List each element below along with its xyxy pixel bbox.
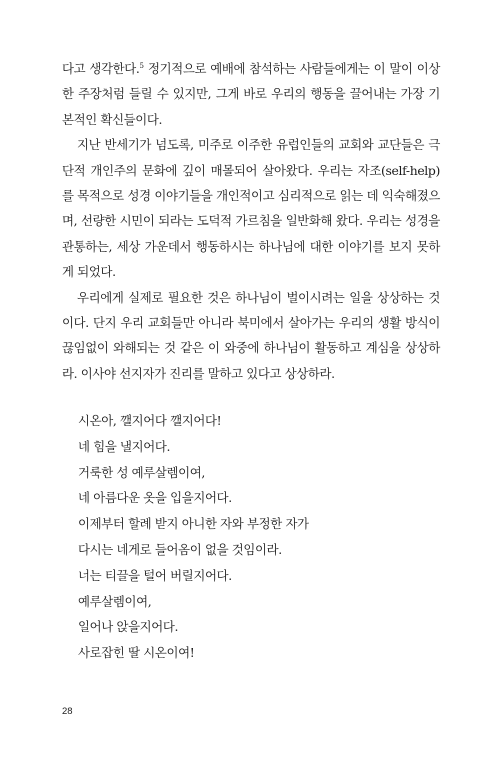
paragraph-3: 우리에게 실제로 필요한 것은 하나님이 벌이시려는 일을 상상하는 것이다. 단지 우리 교회들만 아니라 북미에서 살아가는 우리의 생활 방식이 끊임없이 와해되는 것 같은 이 와중에 하나님이 활동하고 계심을 상상하라. 이사야 선지자가 진리를 말하고 있다고 상상하라. (62, 289, 440, 381)
quote-line: 다시는 네게로 들어옴이 없을 것임이라. (78, 541, 282, 557)
body-text (62, 56, 440, 386)
quote-line: 사로잡힌 딸 시온이여! (78, 645, 195, 661)
quote-line: 시온아, 깰지어다 깰지어다! (78, 413, 222, 428)
quote-line: 일어나 앉을지어다. (78, 619, 179, 635)
quote-line: 예루살렘이여, (78, 593, 152, 609)
quote-line: 거룩한 성 예루살렘이여, (78, 464, 205, 480)
paragraph-1 (62, 56, 440, 132)
footnote-reference[interactable]: 5 (139, 61, 144, 70)
page-number: 28 (62, 706, 73, 717)
paragraph-1-end: 정기적으로 예배에 참석하는 사람들에게는 이 말이 이상한 주장처럼 들릴 수 있지만, 그게 바로 우리의 행동을 끌어내는 가장 기본적인 확신들이다. (62, 61, 440, 127)
quote-line: 네 아름다운 옷을 입을지어다. (78, 490, 232, 506)
quote-line: 너는 티끌을 털어 버릴지어다. (78, 567, 232, 583)
quote-line: 네 힘을 낼지어다. (78, 438, 171, 454)
paragraph-1-start: 다고 생각한다. (62, 61, 140, 76)
scripture-quote (78, 408, 418, 666)
paragraph-2: 지난 반세기가 넘도록, 미주로 이주한 유럽인들의 교회와 교단들은 극단적 개인주의 문화에 깊이 매몰되어 살아왔다. 우리는 자조(self-help)를 목적으로 성경 이야기들을 개인적이고 심리적으로 읽는 데 익숙해졌으며, 선량한 시민이 되라는 도덕적 가르침을 일반화해 왔다. 우리는 성경을 관통하는, 세상 가운데서 행동하시는 하나님에 대한 이야기를 보지 못하게 되었다. (62, 137, 440, 280)
quote-line: 이제부터 할례 받지 아니한 자와 부정한 자가 (78, 516, 309, 532)
